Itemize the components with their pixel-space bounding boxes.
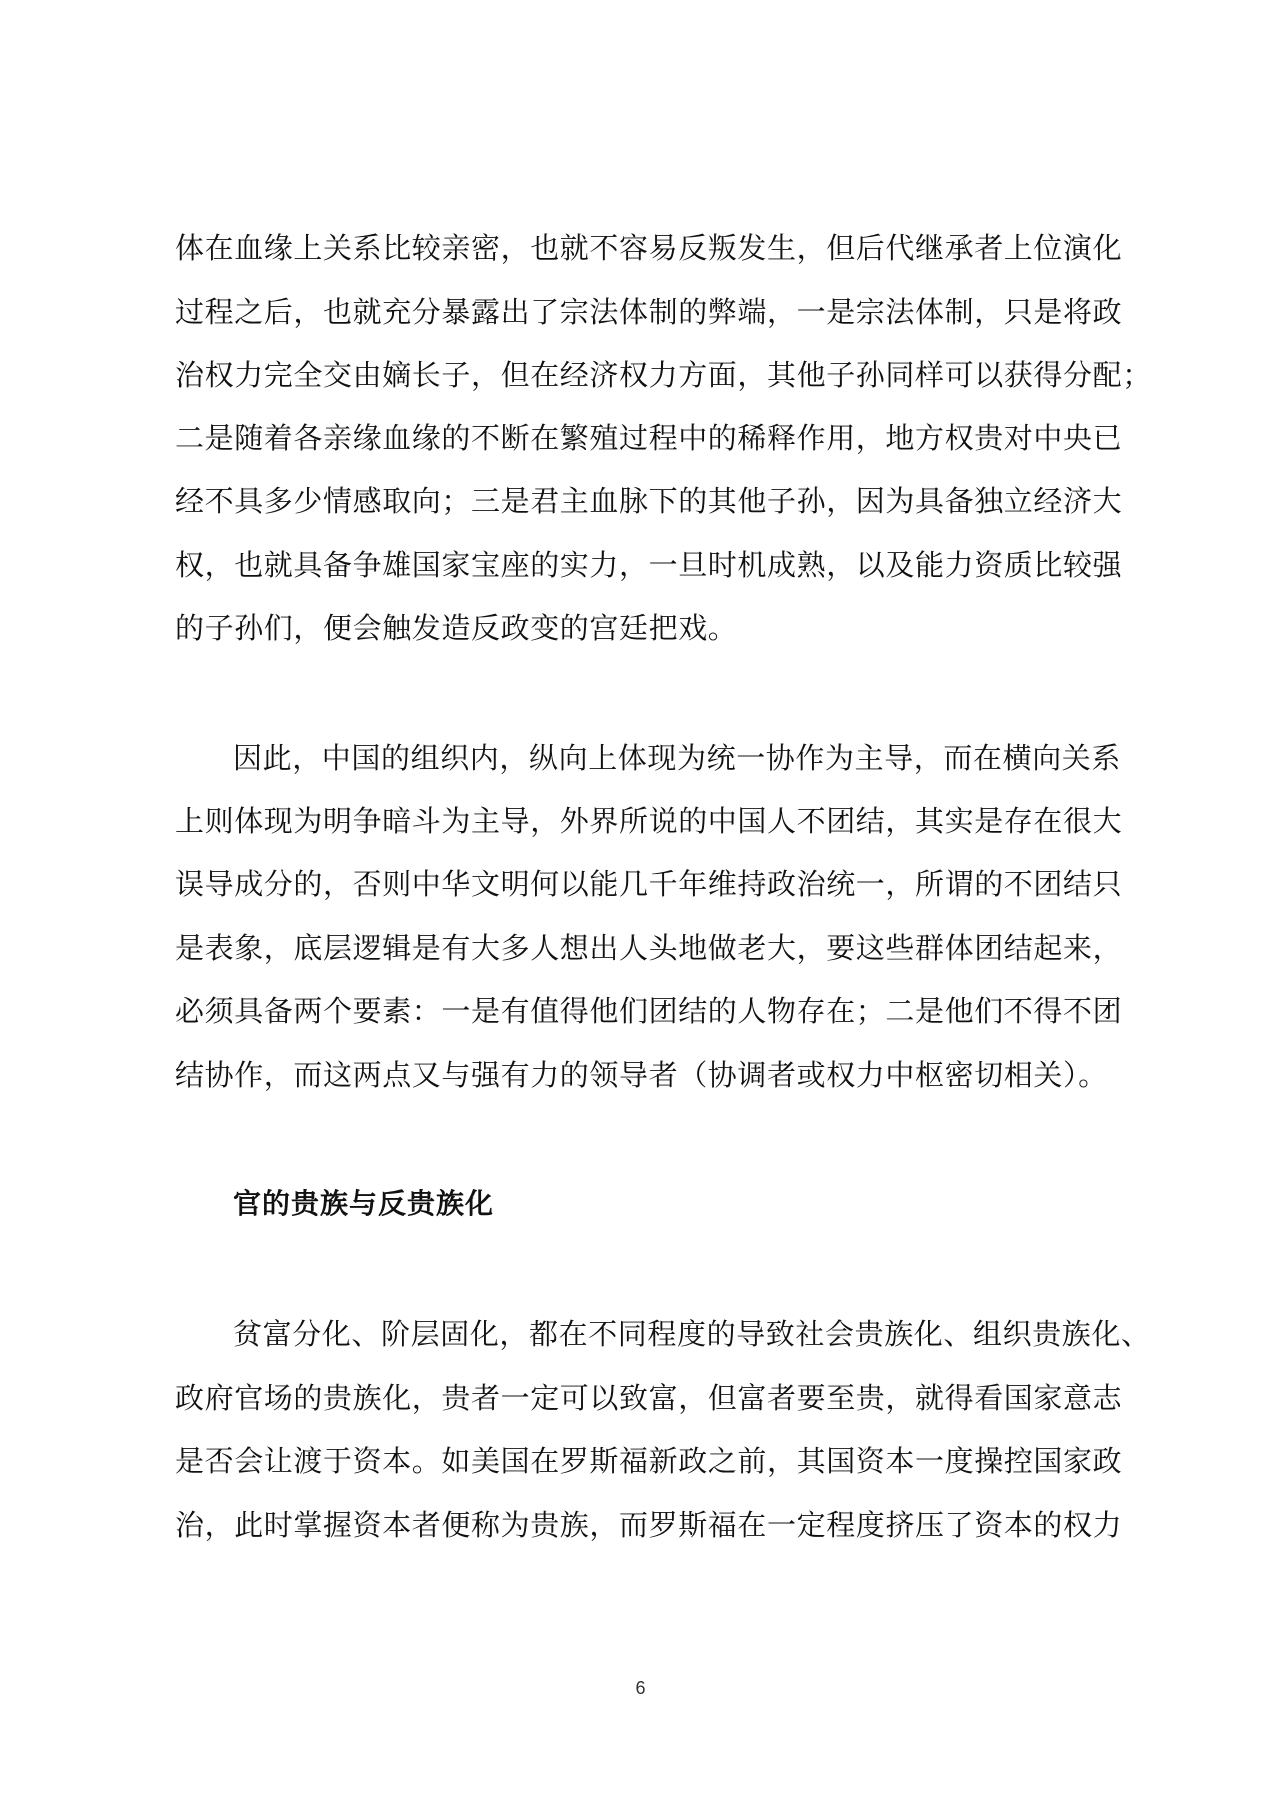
- text-line: 是表象，底层逻辑是有大多人想出人头地做老大，要这些群体团结起来，: [175, 931, 1123, 965]
- text-line: 治权力完全交由嫡长子，但在经济权力方面，其他子孙同样可以获得分配；: [175, 358, 1152, 392]
- text-line: 政府官场的贵族化，贵者一定可以致富，但富者要至贵，就得看国家意志: [175, 1381, 1123, 1415]
- text-line: 二是随着各亲缘血缘的不断在繁殖过程中的稀释作用，地方权贵对中央已: [175, 421, 1123, 455]
- text-line: 误导成分的，否则中华文明何以能几千年维持政治统一，所谓的不团结只: [175, 867, 1123, 901]
- text-line: 治，此时掌握资本者便称为贵族，而罗斯福在一定程度挤压了资本的权力: [175, 1508, 1123, 1542]
- text-line: 必须具备两个要素：一是有值得他们团结的人物存在；二是他们不得不团: [175, 994, 1123, 1028]
- section-heading: 官的贵族与反贵族化: [233, 1187, 495, 1220]
- page-number: 6: [635, 1678, 646, 1698]
- text-line: 过程之后，也就充分暴露出了宗法体制的弊端，一是宗法体制，只是将政: [175, 295, 1123, 329]
- text-line: 贫富分化、阶层固化，都在不同程度的导致社会贵族化、组织贵族化、: [233, 1317, 1151, 1351]
- text-line: 是否会让渡于资本。如美国在罗斯福新政之前，其国资本一度操控国家政: [175, 1444, 1123, 1478]
- text-line: 上则体现为明争暗斗为主导，外界所说的中国人不团结，其实是存在很大: [175, 804, 1123, 838]
- text-line: 体在血缘上关系比较亲密，也就不容易反叛发生，但后代继承者上位演化: [175, 231, 1123, 265]
- text-line: 权，也就具备争雄国家宝座的实力，一旦时机成熟，以及能力资质比较强: [175, 548, 1123, 582]
- text-line: 因此，中国的组织内，纵向上体现为统一协作为主导，而在横向关系: [233, 741, 1122, 775]
- text-line: 的子孙们，便会触发造反政变的宫廷把戏。: [175, 611, 738, 645]
- text-line: 结协作，而这两点又与强有力的领导者（协调者或权力中枢密切相关）。: [175, 1058, 1108, 1092]
- text-line: 经不具多少情感取向；三是君主血脉下的其他子孙，因为具备独立经济大: [175, 484, 1123, 518]
